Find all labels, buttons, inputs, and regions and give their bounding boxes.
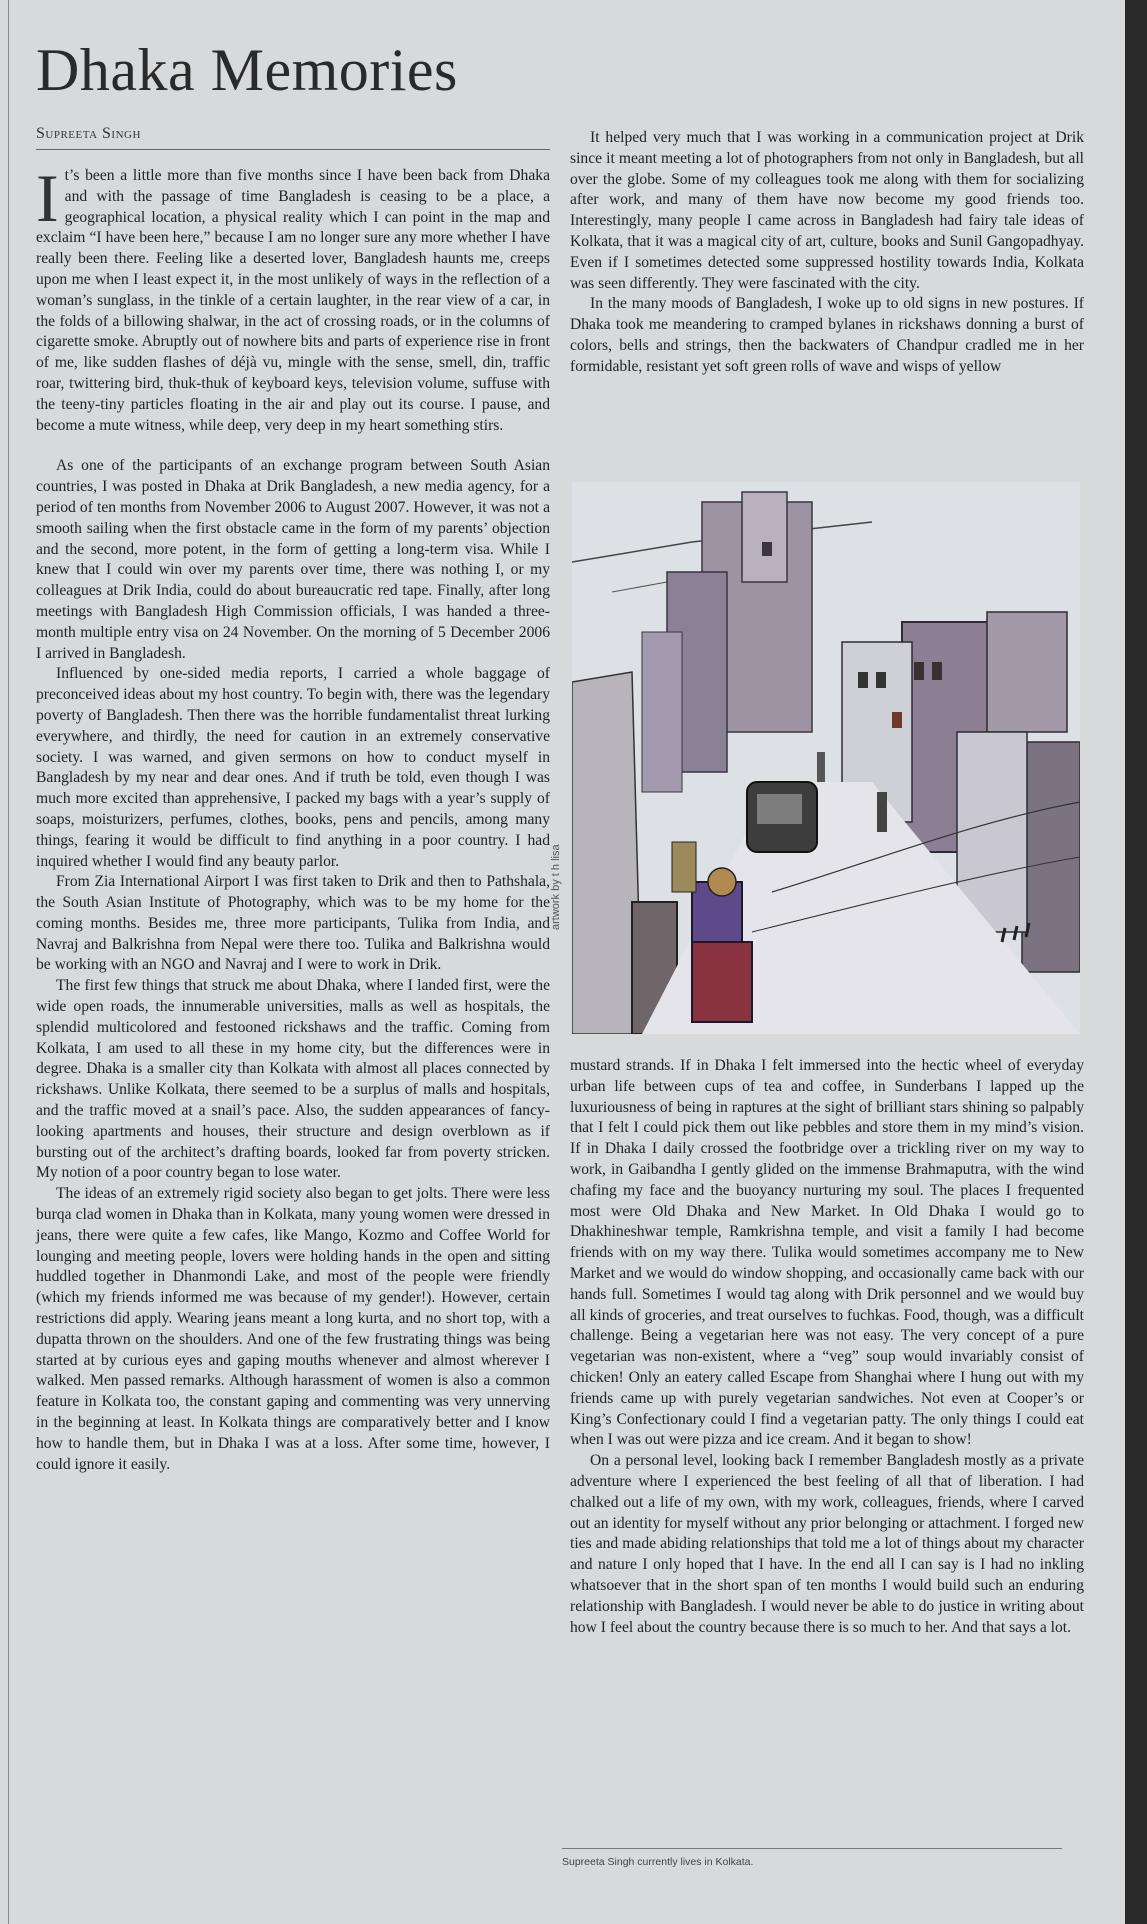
paragraph: As one of the participants of an exchange program between South Asian countries, I was posted in Dhaka at Drik Bangladesh, a new media agency, for a period of ten months from November 2006 to August 2007. However, it was not a smooth sailing when the first obstacle came in the form of my parents’ objection and the second, more potent, in the form of getting a long-term visa. While I knew that I could win over my parents over time, there was nothing I, or my colleagues at Drik India, could do about bureaucratic red tape. Finally, after long meetings with Bangladesh High Commission officials, I was handed a three-month multiple entry visa on 24 November. On the morning of 5 December 2006 I arrived in Bangladesh. [36,457,550,662]
street-sketch-illustration [572,482,1080,1034]
drop-cap: I [36,160,59,236]
paragraph: On a personal level, looking back I remember Bangladesh mostly as a private adventure where I experienced the best feeling of all that of liberation. I had chalked out a life of my own, with my work, colleagues, friends, where I carved out an identity for myself without any prior belonging or attachment. I forged new ties and made abiding relationships that told me a lot of things about my character and nature I only hoped that I have. In the end all I can say is I had no inkling whatsoever that in the short span of ten months I would build such an enduring relationship with Bangladesh. I would never be able to do justice in writing about how I feel about the country because there is so much to her. And that says a lot. [570,1452,1084,1636]
byline-divider [36,149,550,150]
paragraph: It helped very much that I was working in a communication project at Drik since it meant meeting a lot of photographers from not only in Bangladesh, but all over the globe. Some of my colleagues took me along with them for socializing after work, and many of them have now become my good friends too. Interestingly, many people I came across in Bangladesh had fairy tale ideas of Kolkata, that it was a magical city of art, culture, books and Sunil Gangopadhyay. Even if I sometimes detected some suppressed hostility towards India, Kolkata was seen differently. They were fascinated with the city. [570,129,1084,292]
footnote-divider [562,1848,1062,1849]
paragraph: The ideas of an extremely rigid society also began to get jolts. There were less burqa clad women in Dhaka than in Kolkata, many young women were dressed in jeans, there were quite a few cafes, like Mango, Kozmo and Coffee World for lounging and meeting people, lovers were holding hands in the open and sitting huddled together in Dhanmondi Lake, and most of the people were friendly (which my friends informed me was because of my gender!). However, certain restrictions did apply. Wearing jeans meant a long kurta, and no short top, with a dupatta thrown on the shoulders. And one of the few frustrating things was being started at by curious eyes and gaping mouths whenever and almost wherever I walked. Men passed remarks. Although harassment of women is also a common feature in Kolkata too, the constant gaping and commenting was very unnerving in the beginning at least. In Kolkata things are comparatively better and I know how to handle them, but in Dhaka I was at a loss. After some time, however, I could ignore it easily. [36,1185,550,1473]
artwork-credit: artwork by t h lisa [550,844,562,930]
page-edge-rule [8,0,9,1924]
paragraph-text: t’s been a little more than five months since I have been back from Dhaka and with the passage of time Bangladesh is ceasing to be a place, a geographical location, a physical reality which I can point in the map and exclaim “I have been here,” because I am no longer sure any more whether I have really been there. Feeling like a deserted lover, Bangladesh haunts me, creeps upon me when I least expect it, in the most unlikely of ways in the reflection of a woman’s sunglass, in the tinkle of a certain laughter, in the rear view of a car, in the folds of a billowing shalwar, in the act of crossing roads, or in the columns of cigarette smoke. Abruptly out of nowhere bits and parts of experience rise in front of me, like sudden flashes of déjà vu, mingle with the sense, smell, din, traffic roar, twittering bird, thuk-thuk of keyboard keys, television volume, suffuse with the teeny-tiny particles floating in the air and play out its course. I pause, and become a mute witness, while deep, very deep in my heart something stirs. [36,167,550,434]
column-right-bottom [570,1056,1084,1638]
paragraph-intro [36,160,550,436]
paragraph: mustard strands. If in Dhaka I felt immersed into the hectic wheel of everyday urban life between cups of tea and coffee, in Sunderbans I lapped up the luxuriousness of being in raptures at the sight of brilliant stars shining so palpably that I felt I could pick them out like pebbles and store them in my mind’s vision. If in Dhaka I daily crossed the footbridge over a trickling river on my way to work, in Gaibandha I gently glided on the immense Brahmaputra, with the wind chafing my face and the buoyancy nurturing my soul. The places I frequented most were Old Dhaka and New Market. In Old Dhaka I would go to Dhakhineshwar temple, Ramkrishna temple, and visit a family I had become friends with on my way there. Tulika would sometimes accompany me to New Market and we would do window shopping, and occasionally came back with our hands full. Sometimes I would tag along with Drik personnel and we would buy all kinds of groceries, and treat ourselves to fuchkas. Food, though, was a difficult challenge. Being a vegetarian here was not easy. The very concept of a pure vegetarian was non-existent, where a “veg” soup would invariably consist of chicken! Only an eatery called Escape from Shanghai where I hung out with my friends came up with purely vegetarian sandwiches. Not even at Cooper’s or King’s Confectionary could I find a vegetarian patty. The only things I could eat when I was out were pizza and ice cream. And it began to show! [570,1057,1084,1449]
paragraph: From Zia International Airport I was first taken to Drik and then to Pathshala, the South Asian Institute of Photography, which was to be my home for the coming months. Besides me, three more participants, Tulika from India, and Navraj and Balkrishna from Nepal were there too. Tulika and Balkrishna would be working with an NGO and Navraj and I were to work in Drik. [36,873,550,974]
paragraph: In the many moods of Bangladesh, I woke up to old signs in new postures. If Dhaka took me meandering to cramped bylanes in rickshaws donning a burst of colors, bells and strings, then the backwaters of Chandpur cradled me in her formidable, resistant yet soft green rolls of wave and wisps of yellow [570,295,1084,375]
paragraph: The first few things that struck me about Dhaka, where I landed first, were the wide open roads, the innumerable universities, malls as well as hospitals, the splendid multicolored and festooned rickshaws and the traffic. Coming from Kolkata, I am used to all these in my home city, but the differences were in degree. Dhaka is a smaller city than Kolkata with almost all places connected by rickshaws. Unlike Kolkata, there seemed to be a surplus of malls and hospitals, and the traffic moved at a snail’s pace. Also, the sudden appearances of fancy-looking apartments and houses, their structure and design overblown as if bursting out of the architect’s drafting boards, looked far from poverty stricken. My notion of a poor country began to lose water. [36,977,550,1182]
sketch-drawing [572,482,1080,1034]
column-right-top [570,128,1084,378]
article-title: Dhaka Memories [36,37,458,103]
author-byline: Supreeta Singh [36,125,141,142]
paragraph: Influenced by one-sided media reports, I carried a whole baggage of preconceived ideas about my host country. To begin with, there was the legendary poverty of Bangladesh. Then there was the horrible fundamentalist threat lurking everywhere, and thirdly, the need for caution in an extremely conservative society. I was warned, and given sermons on how to conduct myself in Bangladesh by my near and dear ones. And if truth be told, even though I was much more excited than apprehensive, I packed my bags with a year’s supply of soaps, moisturizers, perfumes, clothes, books, pens and pencils, among many things, fearing it would be difficult to find anything in a poor country. I had inquired whether I would find any beauty parlor. [36,665,550,870]
author-footnote: Supreeta Singh currently lives in Kolkata. [562,1856,754,1868]
column-left [36,160,550,1475]
